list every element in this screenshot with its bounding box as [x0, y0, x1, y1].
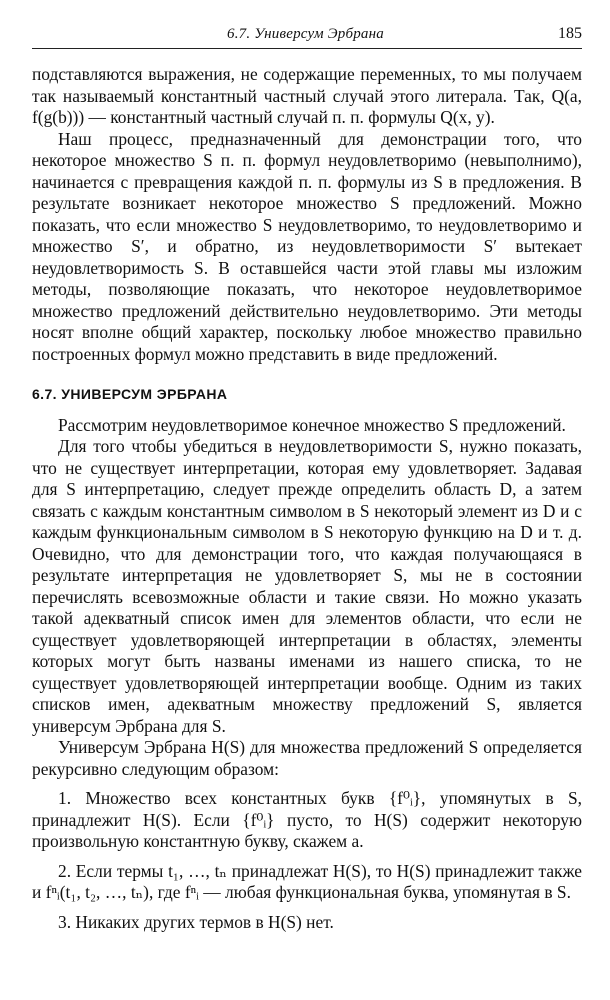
definition-item-3: 3. Никаких других термов в H(S) нет. — [58, 911, 334, 932]
definition-item-2: 2. Если термы t₁, …, tₙ принадлежат H(S), то H(S) принадлежит также и fⁿᵢ(t₁, t₂, …, tₙ), где fⁿᵢ — любая функциональная буква, упомянутая в S. — [32, 860, 582, 902]
paragraph-1: подставляются выражения, не содержащие переменных, то мы получаем так называемый константный частный случай этого литерала. Так, Q(a, f(g(b))) — константный частный случай п. п. формулы Q(x, y). — [32, 64, 582, 127]
paragraph-3: Рассмотрим неудовлетворимое конечное множество S предложений. — [58, 414, 566, 435]
paragraph-5: Универсум Эрбрана H(S) для множества предложений S определяется рекурсивно следующим образом: — [32, 737, 582, 779]
running-head: 6.7. Универсум Эрбрана — [227, 26, 384, 42]
paragraph-2: Наш процесс, предназначенный для демонстрации того, что некоторое множество S п. п. формул неудовлетворимо (невыполнимо), начинается с превращения каждой п. п. формулы из S в предложения. В результате возникает некоторое множество S предложений. Можно показать, что если множество S неудовлетворимо, то неудовлетворимо и множество S′, и обратно, из неудовлетворимости S′ вытекает неудовлетворимость S. В оставшейся части этой главы мы изложим методы, позволяющие показать, что некоторое неудовлетворимое множество предложений действительно неудовлетворимо. Эти методы носят вполне общий характер, поскольку любое множество правильно построенных формул можно представить в виде предложений. — [32, 128, 582, 364]
page-body — [32, 64, 582, 933]
page-header — [32, 22, 582, 49]
section-heading: 6.7. УНИВЕРСУМ ЭРБРАНА — [32, 386, 228, 402]
page-number: 185 — [558, 25, 582, 42]
paragraph-4: Для того чтобы убедиться в неудовлетворимости S, нужно показать, что не существует интерпретации, которая ему удовлетворяет. Задавая для S интерпретацию, следует прежде определить область D, а затем связать с каждым константным символом в S некоторый элемент из D и с каждым функциональным символом в S некоторую функцию на D и т. д. Очевидно, что для демонстрации того, что каждая получающаяся в результате интерпретация не удовлетворяет S, мы не в состоянии перечислять всевозможные области и такие связи. Но можно указать такой адекватный список имен для элементов области, что если не существует удовлетворяющей интерпретации в областях, элементы которых могут быть названы именами из нашего списка, то не существует удовлетворяющей интерпретации вообще. Одним из таких списков имен, адекватным множеству предложений S, является универсум Эрбрана для S. — [32, 436, 582, 736]
definition-item-1: 1. Множество всех константных букв {f⁰ᵢ}, упомянутых в S, принадлежит H(S). Если {f⁰ᵢ} пусто, то H(S) содержит некоторую произвольную константную букву, скажем a. — [32, 788, 582, 851]
